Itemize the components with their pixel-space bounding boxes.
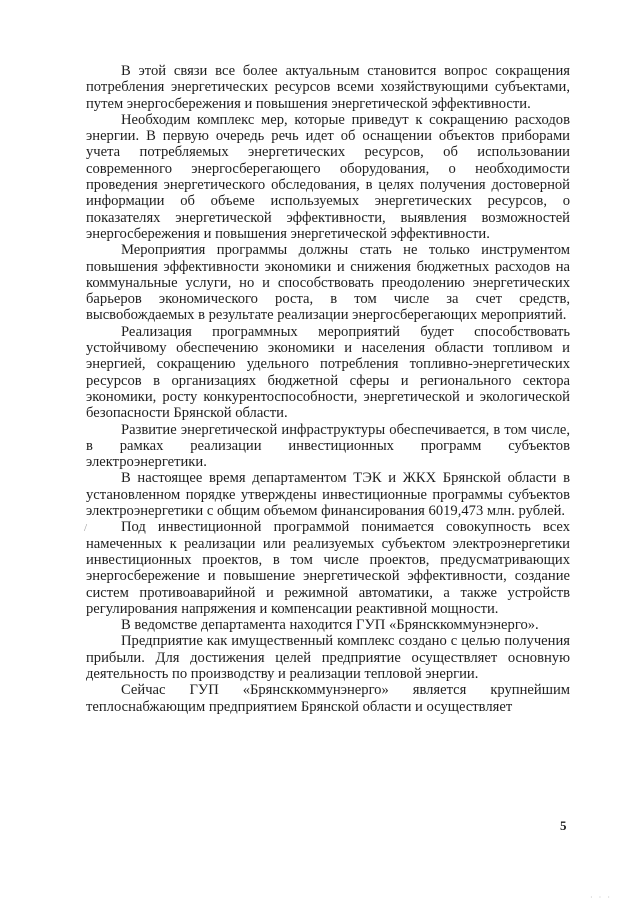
paragraph-2: Необходим комплекс мер, которые приведут к сокращению расходов энергии. В первую очередь речь идет об оснащении объектов приборами учета потребляемых энергетических ресурсов, об использовании современного энергосберегающего оборудования, о необходимости проведения энергетического обследования, в целях получения достоверной информации об объеме используемых энергетических ресурсов, о показателях энергетической эффективности, выявления возможностей энергосбережения и повышения энергетической эффективности. xyxy=(86,111,570,242)
paragraph-3: Мероприятия программы должны стать не только инструментом повышения эффективности экономики и снижения бюджетных расходов на коммунальные услуги, но и способствовать преодолению энергетических барьеров экономического роста, в том числе за счет средств, высвобождаемых в результате реализации энергосберегающих мероприятий. xyxy=(86,242,570,324)
scan-dots: · · · xyxy=(590,893,612,902)
paragraph-10: Сейчас ГУП «Брянсккоммунэнерго» является крупнейшим теплоснабжающим предприятием Брянской области и осуществляет xyxy=(86,682,570,715)
paragraph-6: В настоящее время департаментом ТЭК и ЖКХ Брянской области в установленном порядке утверждены инвестиционные программы субъектов электроэнергетики с общим объемом финансирования 6019,473 млн. рублей. xyxy=(86,470,570,520)
body-text xyxy=(86,63,570,715)
scan-mark: / xyxy=(84,522,88,534)
paragraph-1: В этой связи все более актуальным становится вопрос сокращения потребления энергетических ресурсов всеми хозяйствующими субъектами, путем энергосбережения и повышения энергетической эффективности. xyxy=(86,63,570,112)
paragraph-9: Предприятие как имущественный комплекс создано с целью получения прибыли. Для достижения целей предприятие осуществляет основную деятельность по производству и реализации тепловой энергии. xyxy=(86,633,570,682)
paragraph-4: Реализация программных мероприятий будет способствовать устойчивому обеспечению экономики и населения области топливом и энергией, сокращению удельного потребления топливно-энергетических ресурсов в организациях бюджетной сферы и регионального сектора экономики, росту конкурентоспособности, энергетической и экологической безопасности Брянской области. xyxy=(86,323,570,422)
paragraph-7: Под инвестиционной программой понимается совокупность всех намеченных к реализации или реализуемых субъектом электроэнергетики инвестиционных проектов, в том числе проектов, предусматривающих энергосбережение и повышение энергетической эффективности, создание систем противоаварийной и режимной автоматики, а также устройств регулирования напряжения и компенсации реактивной мощности. xyxy=(86,519,570,617)
paragraph-5: Развитие энергетической инфраструктуры обеспечивается, в том числе, в рамках реализации инвестиционных программ субъектов электроэнергетики. xyxy=(86,421,570,471)
page-number: 5 xyxy=(560,818,567,833)
paragraph-8: В ведомстве департамента находится ГУП «Брянсккоммунэнерго». xyxy=(121,617,539,634)
